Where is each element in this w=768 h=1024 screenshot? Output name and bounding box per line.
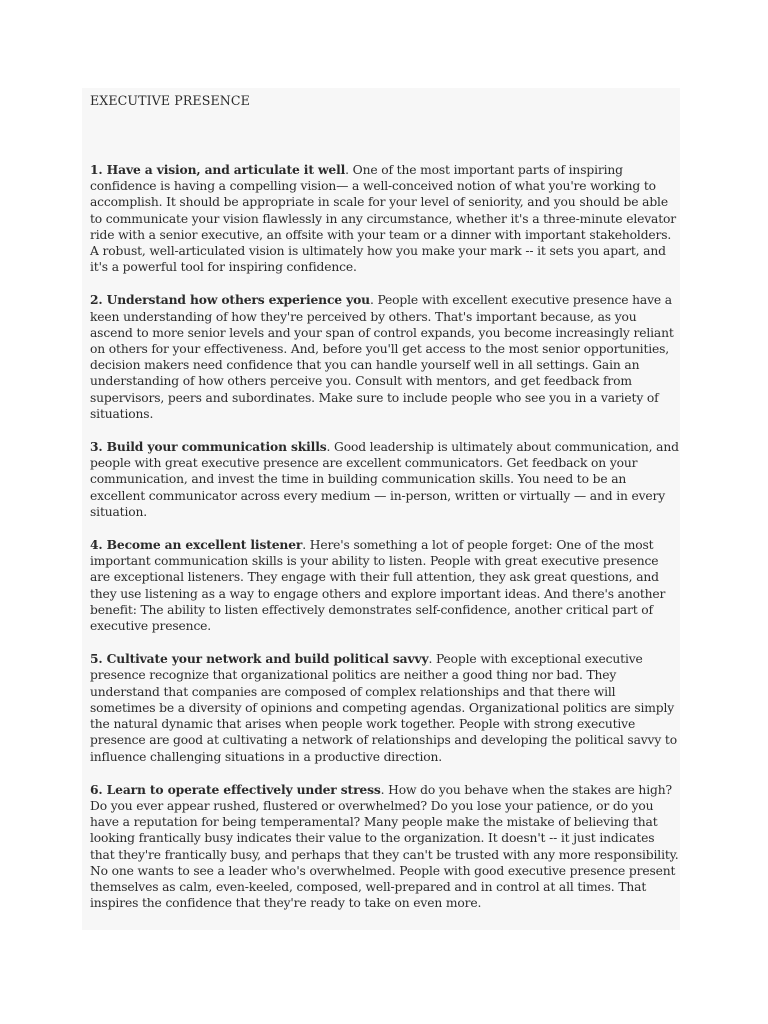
section-body: . People with excellent executive presence have a keen understanding of how they're perceived by others. That's important because, as you ascend to more senior levels and your span of control expands, you become increasingly reliant on others for your effectiveness. And, before you'll get access to the most senior opportunities, decision makers need confidence that you can handle yourself well in all settings. Gain an understanding of how others perceive you. Consult with mentors, and get feedback from supervisors, peers and subordinates. Make sure to include people who see you in a variety of situations. [90,293,674,421]
section-heading: 1. Have a vision, and articulate it well [90,162,346,177]
document-title: EXECUTIVE PRESENCE [90,93,250,108]
section-body: . Good leadership is ultimately about communication, and people with great executive presence are excellent communicators. Get feedback on your communication, and invest the time in building communication skills. You need to be an excellent communicator across every medium — in-person, written or virtually — and in every situation. [90,440,679,519]
section-heading: 4. Become an excellent listener [90,537,303,553]
section-heading: 2. Understand how others experience you [90,292,370,308]
section-vision [90,162,680,275]
section-body: . People with exceptional executive presence recognize that organizational politics are neither a good thing nor bad. They understand that companies are composed of complex relationships and that there will sometimes be a diversity of opinions and competing agendas. Organizational politics are simply the natural dynamic that arises when people work together. People with strong executive presence are good at cultivating a network of relationships and developing the political savvy to influence challenging situations in a productive direction. [90,652,677,764]
section-perception [90,292,680,422]
section-body: . How do you behave when the stakes are high? Do you ever appear rushed, flustered or overwhelmed? Do you lose your patience, or do you have a reputation for being temperamental? Many people make the mistake of believing that looking frantically busy indicates their value to the organization. It doesn't -- it just indicates that they're frantically busy, and perhaps that they can't be trusted with any more responsibility. No one wants to see a leader who's overwhelmed. People with good executive presence present themselves as calm, even-keeled, composed, well-prepared and in control at all times. That inspires the confidence that they're ready to take on even more. [90,782,679,911]
section-listening [90,537,680,634]
section-body: . One of the most important parts of inspiring confidence is having a compelling vision— a well-conceived notion of what you're working to accomplish. It should be appropriate in scale for your level of seniority, and you should be able to communicate your vision flawlessly in any circumstance, whether it's a three-minute elevator ride with a senior executive, an offsite with your team or a dinner with important stakeholders. A robust, well-articulated vision is ultimately how you make your mark -- it sets you apart, and it's a powerful tool for inspiring confidence. [90,163,676,275]
section-heading: 6. Learn to operate effectively under stress [90,781,381,797]
section-heading: 5. Cultivate your network and build political savvy [90,651,429,667]
section-communication [90,439,680,520]
section-heading: 3. Build your communication skills [90,439,327,455]
section-network [90,651,680,764]
document-content [90,93,680,928]
section-body: . Here's something a lot of people forget: One of the most important communication skills is your ability to listen. People with great executive presence are exceptional listeners. They engage with their full attention, they ask great questions, and they use listening as a way to engage others and explore important ideas. And there's another benefit: The ability to listen effectively demonstrates self-confidence, another critical part of executive presence. [90,538,666,634]
section-stress [90,782,680,912]
